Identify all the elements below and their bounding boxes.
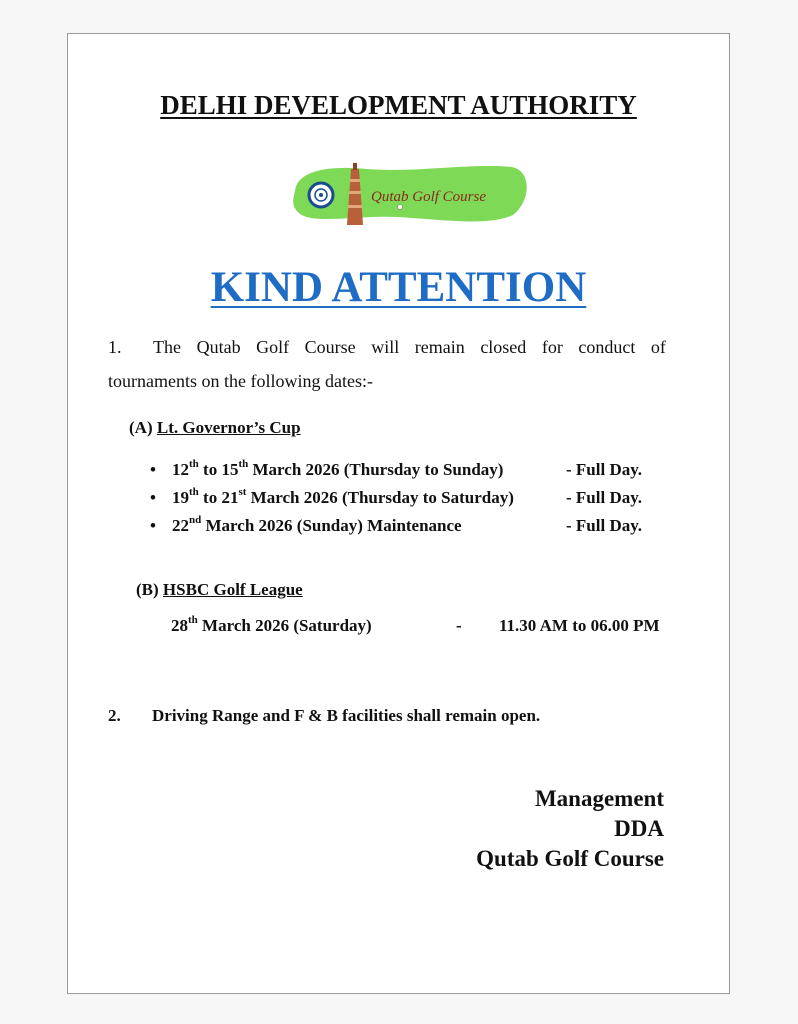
paragraph-1-line-2: tournaments on the following dates:- [108, 371, 373, 391]
section-b-heading [136, 580, 303, 600]
list-item-duration: - Full Day. [566, 488, 643, 507]
paragraph-1-line-1 [108, 337, 666, 358]
para1-word: of [650, 337, 666, 357]
signature-golf-course: Qutab Golf Course [476, 846, 664, 871]
section-a-prefix: (A) [129, 418, 153, 437]
section-a-title: Lt. Governor’s Cup [156, 418, 301, 437]
para1-word: closed [480, 337, 527, 357]
para1-word: remain [414, 337, 465, 357]
signature-dda: DDA [614, 816, 664, 841]
kind-attention-heading: KIND ATTENTION [210, 264, 587, 311]
organization-title: DELHI DEVELOPMENT AUTHORITY [160, 90, 637, 120]
bullet-icon: • [150, 516, 156, 535]
logo-text: Qutab Golf Course [371, 189, 487, 205]
para1-word: Qutab [196, 337, 241, 357]
paragraph-1-number: 1. [108, 337, 122, 357]
para1-word: Golf [256, 337, 290, 357]
notice-page: DELHI DEVELOPMENT AUTHORITY Qutab Golf Course KIND ATTENTION 1. The Qutab Golf Course will remain closed for conduct of tournaments on the following dates:- (A) Lt. Governor’s Cup • 12th to 15th March 2026 (Thursday to Sunday) - Full Day. • 19th to 21st March 2026 (Thursday to Saturday) - Full Day. • 22nd March 2026 (Sunday) Maintenance - Full Day. (B) HSBC Golf League 28th March 2026 (Saturday) - 11.30 AM to 06.00 PM 2. Driving Range and F & B facilities shall remain open. Management DDA Qutab Golf Course [67, 33, 730, 994]
paragraph-2 [108, 706, 540, 726]
para1-word: conduct [578, 337, 636, 357]
list-item-duration: - Full Day. [566, 460, 643, 479]
bullet-icon: • [150, 488, 156, 507]
section-b-prefix: (B) [136, 580, 159, 599]
section-b-title: HSBC Golf League [162, 580, 303, 599]
list-item-duration: - Full Day. [566, 516, 643, 535]
hsbc-date: 28th March 2026 (Saturday) [171, 614, 372, 635]
para1-word: The [153, 337, 182, 357]
paragraph-2-text: Driving Range and F & B facilities shall remain open. [152, 706, 541, 725]
bullet-icon: • [150, 460, 156, 479]
signature-management: Management [534, 786, 664, 811]
hsbc-dash: - [456, 616, 462, 635]
para1-word: will [371, 337, 400, 357]
para1-word: Course [304, 337, 356, 357]
paragraph-2-number: 2. [108, 706, 121, 725]
qutab-golf-course-logo [287, 161, 530, 227]
para1-word: for [541, 337, 563, 357]
hsbc-time: 11.30 AM to 06.00 PM [499, 616, 660, 635]
golf-ball-icon [398, 205, 403, 210]
section-a-heading [129, 418, 301, 438]
